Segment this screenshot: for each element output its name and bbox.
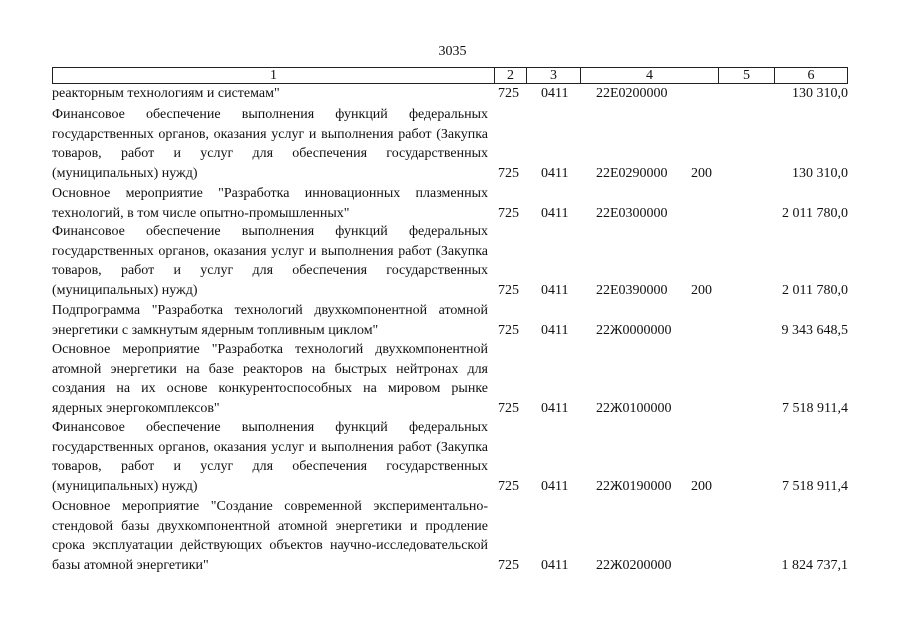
table-row: [52, 418, 848, 497]
row-description: Основное мероприятие "Создание современной экспериментально-стендовой базы двухкомпонентной атомной энергетики и продление срока эксплуатации действующих объектов научно-исследовательской базы атомной энергетики": [52, 499, 488, 573]
header-col-4: 4: [581, 68, 719, 83]
row-col-6: 2 011 780,0: [782, 206, 848, 222]
row-col-6: 7 518 911,4: [782, 479, 848, 495]
row-description: реакторным технологиям и системам": [52, 86, 280, 101]
row-col-4: 22Ж0100000: [596, 401, 672, 417]
table-row: [52, 84, 848, 104]
row-col-2: 725: [498, 558, 519, 574]
row-col-3: 0411: [541, 401, 569, 417]
row-col-3: 0411: [541, 206, 569, 222]
row-col-6: 2 011 780,0: [782, 283, 848, 299]
table-header: [52, 67, 848, 84]
header-col-6: 6: [807, 68, 815, 83]
row-col-4: 22Ж0000000: [596, 323, 672, 339]
row-col-6: 9 343 648,5: [781, 323, 848, 339]
row-col-2: 725: [498, 166, 519, 182]
row-col-4: 22Ж0200000: [596, 558, 672, 574]
row-description: Основное мероприятие "Разработка технологий двухкомпонентной атомной энергетики на базе реакторов на быстрых нейтронах для создания на их основе конкурентоспособных на мировом рынке ядерных энергокомплексов": [52, 342, 488, 416]
row-col-2: 725: [498, 323, 519, 339]
row-col-2: 725: [498, 283, 519, 299]
row-col-3: 0411: [541, 86, 569, 102]
table-row: [52, 105, 848, 184]
row-col-2: 725: [498, 479, 519, 495]
row-description: Финансовое обеспечение выполнения функций федеральных государственных органов, оказания услуг и выполнения работ (Закупка товаров, работ и услуг для обеспечения государственных (муниципальных) нужд): [52, 107, 488, 181]
row-description: Подпрограмма "Разработка технологий двухкомпонентной атомной энергетики с замкнутым ядерным топливным циклом": [52, 303, 488, 338]
header-col-5: 5: [719, 68, 775, 83]
header-col-3: 3: [527, 68, 581, 83]
row-description: Основное мероприятие "Разработка инновационных плазменных технологий, в том числе опытно-промышленных": [52, 186, 488, 221]
row-col-3: 0411: [541, 323, 569, 339]
table-row: [52, 340, 848, 419]
table-row: [52, 301, 848, 341]
row-col-5: 200: [691, 166, 712, 182]
row-col-2: 725: [498, 86, 519, 102]
row-col-4: 22Е0390000: [596, 283, 668, 299]
table-row: [52, 497, 848, 576]
table-row: [52, 184, 848, 224]
row-col-4: 22Е0290000: [596, 166, 668, 182]
row-col-4: 22Е0300000: [596, 206, 668, 222]
row-description: Финансовое обеспечение выполнения функций федеральных государственных органов, оказания услуг и выполнения работ (Закупка товаров, работ и услуг для обеспечения государственных (муниципальных) нужд): [52, 420, 488, 494]
row-col-6: 130 310,0: [792, 166, 848, 182]
table-row: [52, 222, 848, 301]
row-col-4: 22Ж0190000: [596, 479, 672, 495]
row-col-4: 22Е0200000: [596, 86, 668, 102]
row-col-3: 0411: [541, 283, 569, 299]
row-col-6: 7 518 911,4: [782, 401, 848, 417]
header-col-1: 1: [53, 68, 495, 83]
page-number: 3035: [438, 44, 467, 59]
header-col-2: 2: [495, 68, 527, 83]
row-col-3: 0411: [541, 166, 569, 182]
row-col-2: 725: [498, 401, 519, 417]
row-col-3: 0411: [541, 479, 569, 495]
row-col-6: 130 310,0: [792, 86, 848, 102]
row-description: Финансовое обеспечение выполнения функций федеральных государственных органов, оказания услуг и выполнения работ (Закупка товаров, работ и услуг для обеспечения государственных (муниципальных) нужд): [52, 224, 488, 298]
row-col-5: 200: [691, 283, 712, 299]
row-col-3: 0411: [541, 558, 569, 574]
row-col-6: 1 824 737,1: [781, 558, 848, 574]
row-col-5: 200: [691, 479, 712, 495]
row-col-2: 725: [498, 206, 519, 222]
